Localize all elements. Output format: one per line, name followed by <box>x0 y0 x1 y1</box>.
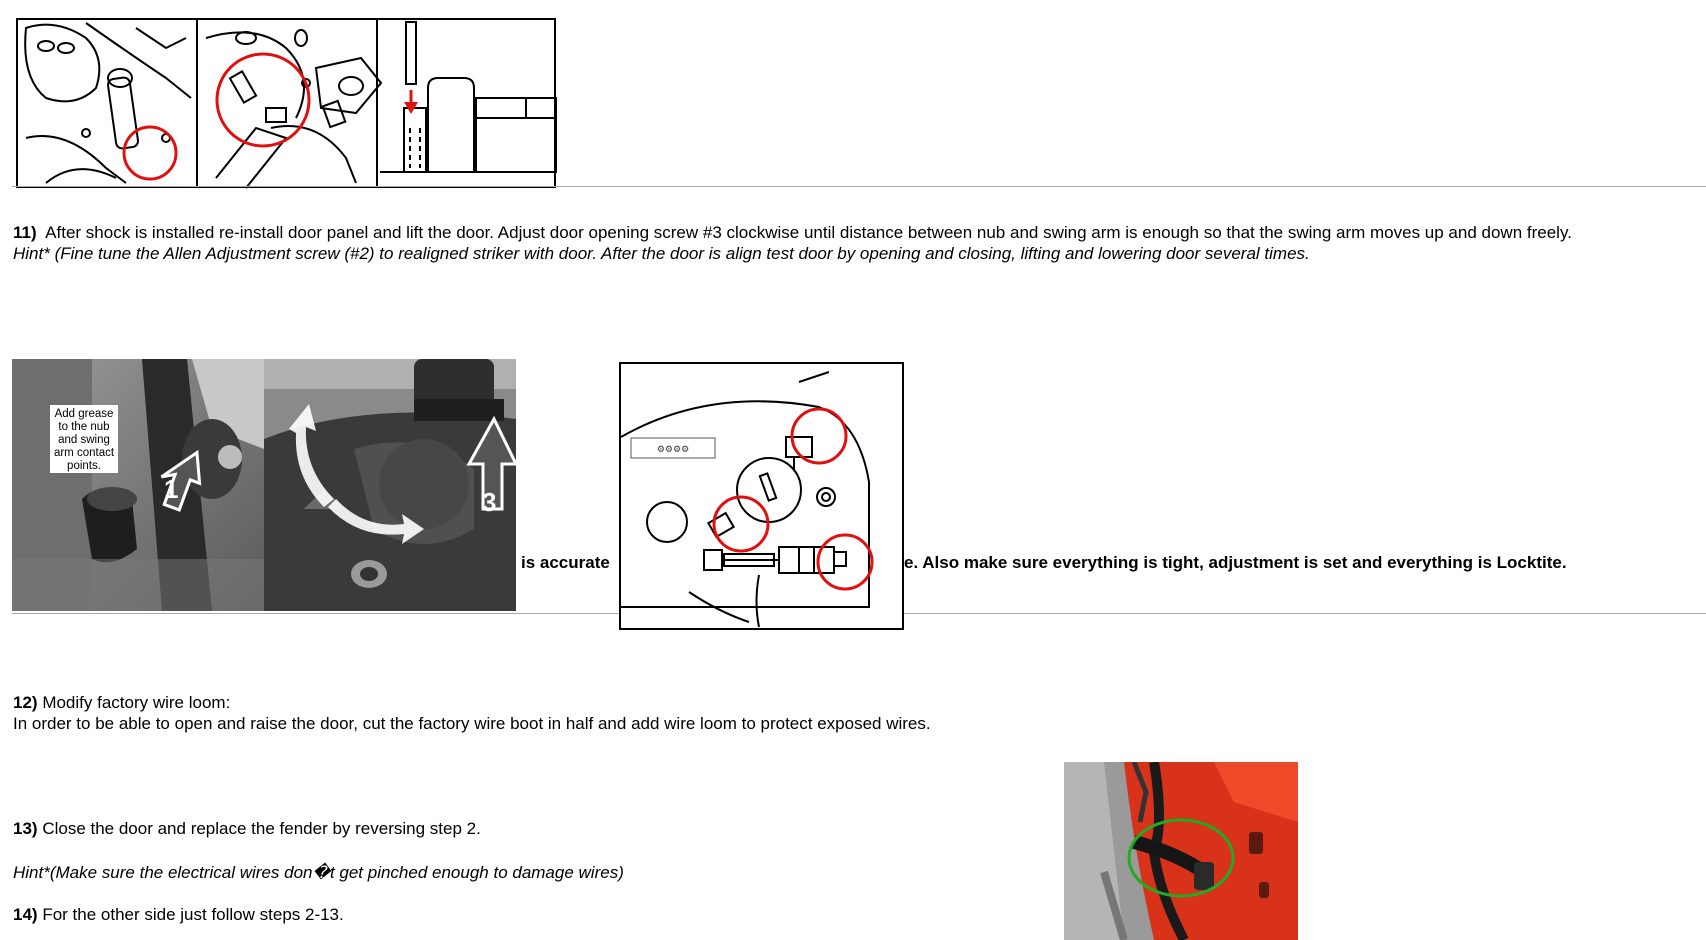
photo-swing-arm <box>264 359 516 611</box>
step-13-number: 13) <box>13 819 38 838</box>
photo-nub-grease <box>12 359 264 611</box>
step-14-body: For the other side just follow steps 2-13. <box>42 905 344 924</box>
step-11-number: 11) <box>13 223 37 242</box>
svg-text:⚙⚙⚙⚙: ⚙⚙⚙⚙ <box>656 444 690 454</box>
step-11-body: After shock is installed re-install door panel and lift the door. Adjust door opening screw #3 clockwise until distance between nub and swing arm is enough so that the swing arm moves up and down freely. <box>45 223 1572 242</box>
step-12-title <box>13 692 230 713</box>
accuracy-text-right: e. Also make sure everything is tight, adjustment is set and everything is Locktite. <box>904 553 1567 572</box>
callout-label-1: 1 <box>164 474 179 504</box>
step-14-text <box>13 904 344 925</box>
step-13-body: Close the door and replace the fender by reversing step 2. <box>42 819 481 838</box>
accuracy-text-left: is accurate <box>521 553 610 572</box>
step-14-number: 14) <box>13 905 38 924</box>
step-12-body: In order to be able to open and raise the door, cut the factory wire boot in half and add wire loom to protect exposed wires. <box>13 714 931 733</box>
grease-note: Add grease to the nub and swing arm contact points. <box>53 408 115 472</box>
callout-label-3: 3 <box>482 487 497 517</box>
step-13-text <box>13 818 481 839</box>
step-12-title-text: Modify factory wire loom: <box>42 693 231 712</box>
photo-wire-loom <box>1064 762 1298 940</box>
step-11-text <box>13 222 1572 243</box>
step-13-hint: Hint*(Make sure the electrical wires don�t get pinched enough to damage wires) <box>13 863 624 882</box>
divider-top <box>12 186 1706 187</box>
step-12-number: 12) <box>13 693 38 712</box>
top-diagram-strip <box>16 18 558 190</box>
step-11-hint: Hint* (Fine tune the Allen Adjustment screw (#2) to realigned striker with door. After the door is align test door by opening and closing, lifting and lowering door several times. <box>13 244 1310 263</box>
hinge-diagram <box>619 362 904 630</box>
